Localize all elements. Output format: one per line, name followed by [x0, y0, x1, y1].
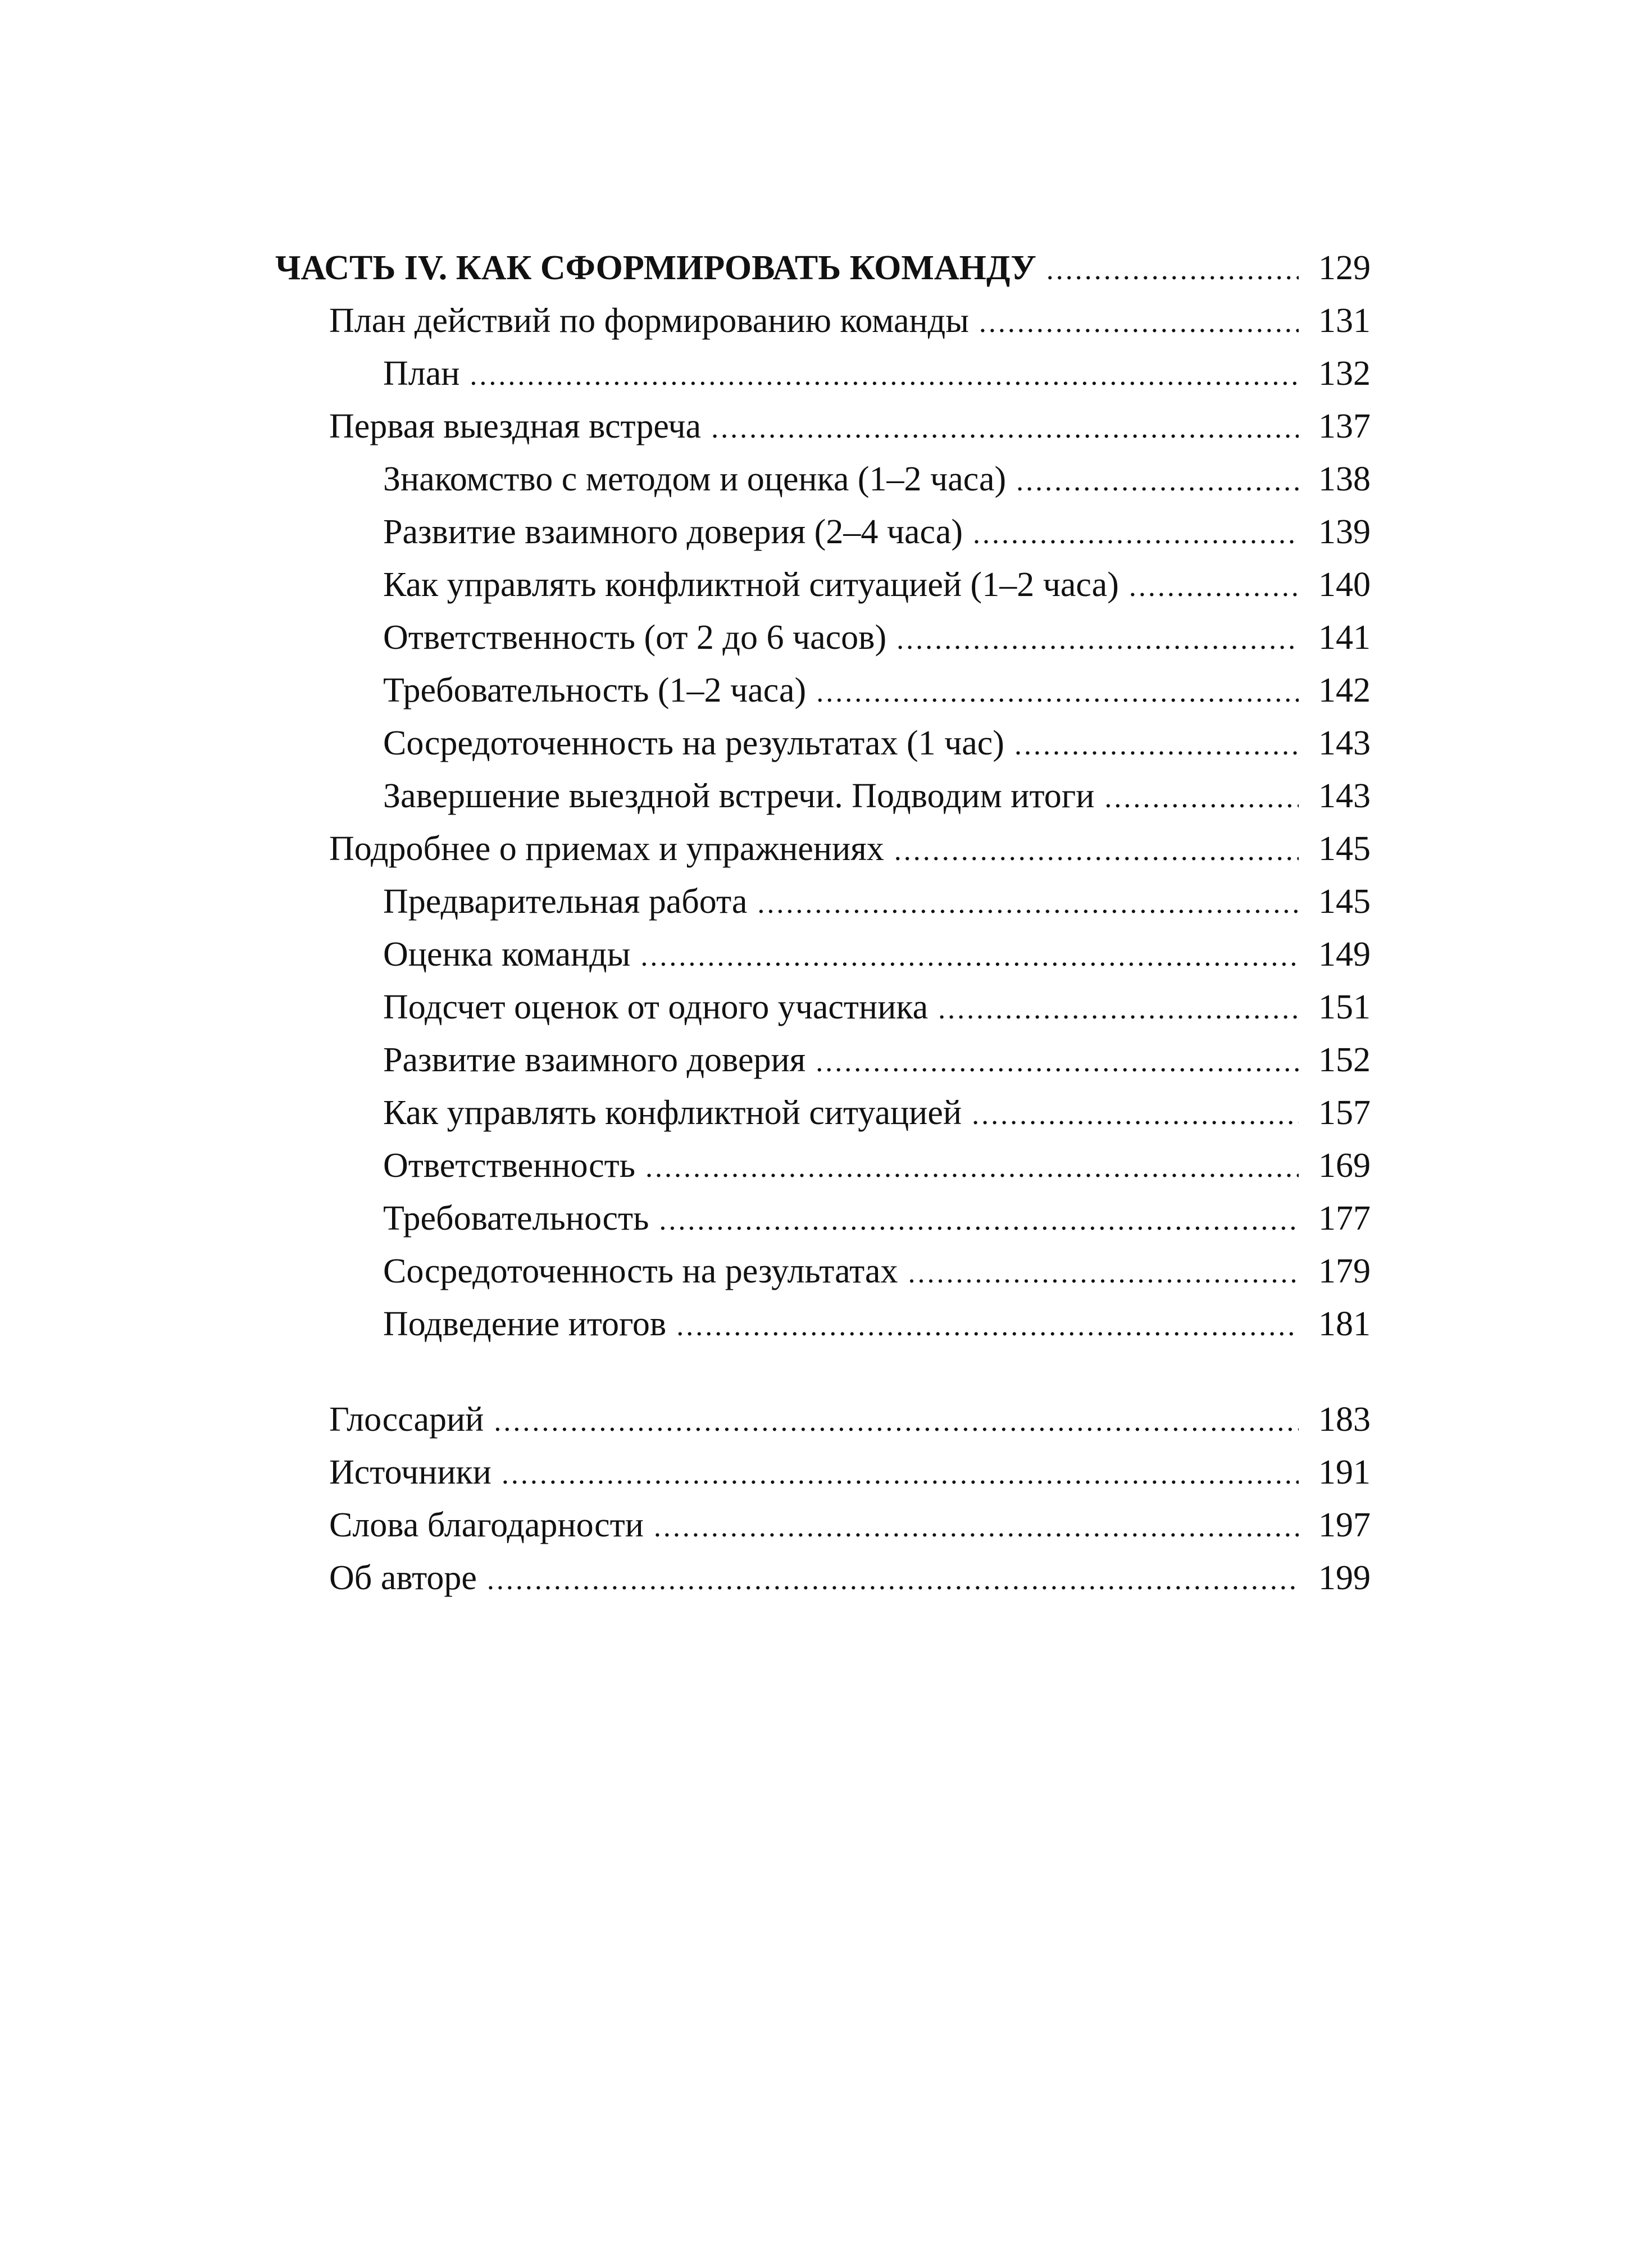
toc-entry — [275, 875, 1371, 928]
toc-entry-page: 131 — [1318, 302, 1371, 340]
toc-entry-title: Ответственность (от 2 до 6 часов) — [383, 618, 887, 657]
toc-entry-title: План — [383, 354, 460, 393]
toc-entry-title: Как управлять конфликтной ситуацией (1–2 часа) — [383, 566, 1119, 604]
toc-entry — [275, 453, 1371, 506]
toc-entry — [275, 347, 1371, 400]
toc-entry-title: Как управлять конфликтной ситуацией — [383, 1094, 962, 1132]
toc-dot-leader — [711, 402, 1299, 455]
toc-entry-title: Развитие взаимного доверия — [383, 1041, 806, 1079]
toc-entry-page: 199 — [1318, 1559, 1371, 1597]
table-of-contents — [275, 242, 1371, 1604]
toc-entry — [275, 1393, 1371, 1446]
toc-entry-title: Развитие взаимного доверия (2–4 часа) — [383, 513, 963, 551]
toc-entry-page: 129 — [1318, 249, 1371, 287]
toc-dot-leader — [1104, 772, 1299, 825]
toc-entry-page: 142 — [1318, 671, 1371, 709]
toc-dot-leader — [973, 508, 1299, 561]
toc-entry — [275, 928, 1371, 981]
toc-entry-title: ЧАСТЬ IV. КАК СФОРМИРОВАТЬ КОМАНДУ — [275, 249, 1036, 287]
toc-entry-page: 145 — [1318, 830, 1371, 868]
toc-dot-leader — [894, 825, 1299, 877]
toc-entry-page: 140 — [1318, 566, 1371, 604]
toc-dot-leader — [896, 613, 1299, 666]
toc-dot-leader — [659, 1194, 1299, 1247]
toc-entry-title: Оценка команды — [383, 935, 631, 974]
toc-entry — [275, 822, 1371, 875]
toc-dot-leader — [757, 877, 1299, 930]
toc-entry — [275, 1552, 1371, 1604]
toc-entry-page: 132 — [1318, 354, 1371, 393]
toc-entry — [275, 981, 1371, 1034]
toc-entry-title: Слова благодарности — [329, 1506, 644, 1544]
toc-entry-page: 197 — [1318, 1506, 1371, 1544]
toc-entry — [275, 294, 1371, 347]
toc-entry — [275, 717, 1371, 770]
toc-entry — [275, 770, 1371, 822]
toc-entry-page: 191 — [1318, 1453, 1371, 1491]
toc-entry — [275, 611, 1371, 664]
toc-entry — [275, 1139, 1371, 1192]
toc-dot-leader — [654, 1501, 1299, 1554]
toc-entry — [275, 506, 1371, 558]
toc-entry-title: Требовательность (1–2 часа) — [383, 671, 807, 709]
toc-entry-page: 143 — [1318, 777, 1371, 815]
toc-entry-page: 149 — [1318, 935, 1371, 974]
toc-entry — [275, 1192, 1371, 1245]
toc-entry-page: 145 — [1318, 883, 1371, 921]
toc-entry-title: Сосредоточенность на результатах (1 час) — [383, 724, 1004, 762]
toc-entry-title: Знакомство с методом и оценка (1–2 часа) — [383, 460, 1007, 498]
toc-entry — [275, 400, 1371, 453]
toc-dot-leader — [645, 1141, 1299, 1194]
toc-entry-title: Об авторе — [329, 1559, 477, 1597]
toc-entry — [275, 1446, 1371, 1499]
toc-dot-leader — [487, 1554, 1299, 1607]
toc-entry-title: Подведение итогов — [383, 1305, 667, 1343]
toc-entry — [275, 1298, 1371, 1350]
toc-entry-title: Предварительная работа — [383, 883, 748, 921]
toc-entry-page: 141 — [1318, 618, 1371, 657]
toc-entry-title: Источники — [329, 1453, 491, 1491]
toc-entry-page: 143 — [1318, 724, 1371, 762]
toc-entry-page: 138 — [1318, 460, 1371, 498]
toc-dot-leader — [494, 1395, 1299, 1448]
toc-entry — [275, 664, 1371, 717]
toc-entry — [275, 1086, 1371, 1139]
toc-entry-page: 179 — [1318, 1252, 1371, 1290]
toc-dot-leader — [1014, 719, 1299, 772]
toc-entry-page: 183 — [1318, 1400, 1371, 1439]
toc-dot-leader — [470, 349, 1299, 402]
toc-entry-page: 139 — [1318, 513, 1371, 551]
toc-entry-page: 169 — [1318, 1147, 1371, 1185]
toc-entry-title: Сосредоточенность на результатах — [383, 1252, 898, 1290]
toc-entry — [275, 1245, 1371, 1298]
toc-dot-leader — [640, 930, 1299, 983]
toc-entry — [275, 242, 1371, 294]
toc-entry-page: 151 — [1318, 988, 1371, 1026]
toc-entry-page: 177 — [1318, 1199, 1371, 1238]
toc-dot-leader — [1046, 244, 1299, 297]
toc-entry-page: 157 — [1318, 1094, 1371, 1132]
toc-dot-leader — [908, 1247, 1299, 1300]
toc-dot-leader — [1016, 455, 1299, 508]
toc-entry-title: Подсчет оценок от одного участника — [383, 988, 929, 1026]
toc-entry-title: Первая выездная встреча — [329, 407, 702, 445]
toc-dot-leader — [938, 983, 1299, 1036]
toc-entry-page: 137 — [1318, 407, 1371, 445]
toc-dot-leader — [972, 1089, 1299, 1141]
toc-entry — [275, 1034, 1371, 1086]
toc-dot-leader — [979, 297, 1299, 349]
toc-entry-title: Ответственность — [383, 1147, 635, 1185]
toc-entry-title: План действий по формированию команды — [329, 302, 969, 340]
toc-entry — [275, 558, 1371, 611]
toc-dot-leader — [502, 1448, 1299, 1501]
toc-entry-page: 181 — [1318, 1305, 1371, 1343]
toc-dot-leader — [816, 666, 1299, 719]
toc-dot-leader — [676, 1300, 1299, 1353]
toc-entry-title: Подробнее о приемах и упражнениях — [329, 830, 884, 868]
toc-dot-leader — [816, 1036, 1299, 1089]
toc-entry-title: Завершение выездной встречи. Подводим итоги — [383, 777, 1095, 815]
toc-entry-page: 152 — [1318, 1041, 1371, 1079]
toc-entry-title: Требовательность — [383, 1199, 649, 1238]
toc-entry-title: Глоссарий — [329, 1400, 484, 1439]
toc-entry — [275, 1499, 1371, 1552]
toc-dot-leader — [1129, 561, 1299, 613]
